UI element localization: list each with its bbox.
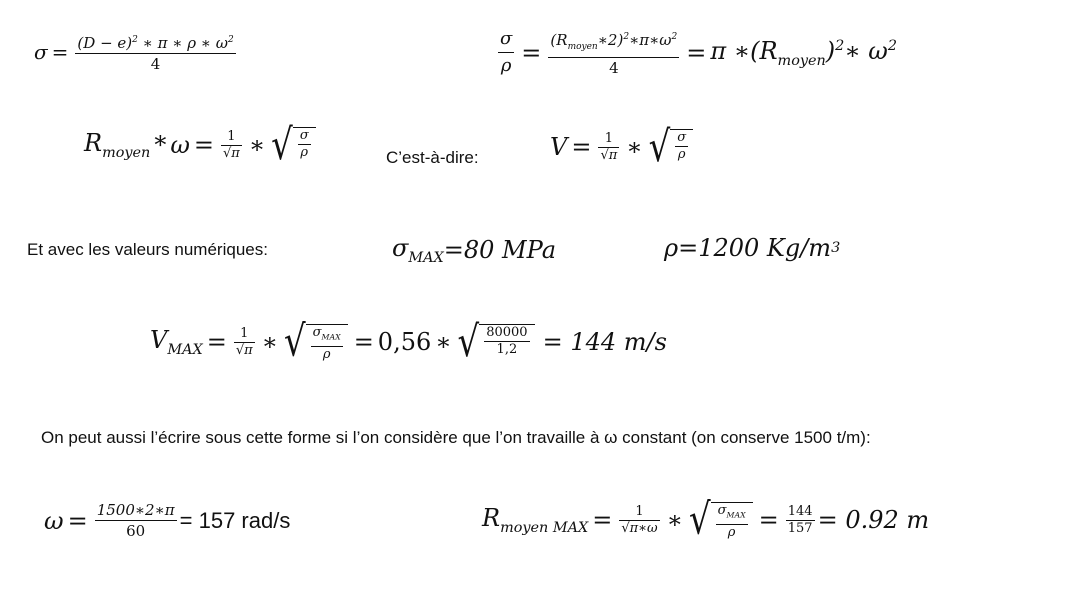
sigma-max-text: =80 MPa	[443, 235, 556, 264]
r-max-formula: $R_{moyen MAX}$ = $\frac{1}{√\pi∗\omega}$ ∗ √ $\frac{\sigma_{MAX}}{\rho}$ = $\frac{144}{157}$ = 0.92 m	[482, 494, 930, 545]
omega-num: 1500∗2∗π	[96, 501, 175, 519]
rho-value: ρ =1200 Kg/m 3	[664, 234, 841, 262]
rho-text: =1200 Kg/m	[678, 234, 832, 262]
r-den: 157	[787, 520, 813, 536]
sigma-fraction: $\frac{(D - e)^2 ∗ \pi ∗ \rho ∗ \omega^2}{4}$	[77, 34, 234, 73]
r-num: 144	[787, 503, 813, 519]
r-result: = 0.92 m	[817, 506, 930, 535]
sigma-max-value: $\sigma_{MAX}$ =80 MPa	[392, 234, 556, 266]
v-max-formula: $V_{MAX}$ = $\frac{1}{√\pi}$ ∗ √ $\frac{\sigma_{MAX}}{\rho}$ = 0,56 ∗ √ $\frac{80000}{1,2}$ = 144 m/s	[150, 316, 667, 368]
c-est-a-dire-label: C’est-à-dire:	[386, 148, 479, 167]
sigma-over-rho-formula: $\frac{\sigma}{\rho}$ = $\frac{(R_{moyen}∗2)^2∗\pi∗\omega^2}{4}$ = π $∗(R_{moyen})^2∗$ $\omega^2$	[500, 28, 897, 77]
omega-result: = 157 rad/s	[179, 507, 291, 533]
num-80000: 80000	[486, 325, 528, 341]
sigma-formula: σ = $\frac{(D - e)^2 ∗ \pi ∗ \rho ∗ \omega^2}{4}$	[34, 30, 239, 74]
den-12: 1,2	[496, 342, 518, 358]
omega-den: 60	[126, 522, 146, 540]
rho-exponent: 3	[831, 240, 841, 256]
v-result: = 144 m/s	[542, 328, 667, 357]
omega-formula: ω = $\frac{1500∗2∗\pi}{60}$ = 157 rad/s	[44, 501, 291, 540]
v-formula: V = $\frac{1}{√\pi}$ ∗ √ $\frac{\sigma}{\rho}$	[550, 127, 695, 167]
numeric-intro-label: Et avec les valeurs numériques:	[27, 240, 268, 259]
coef-text: 0,56	[377, 328, 432, 357]
omega-intro-label: On peut aussi l’écrire sous cette forme si l’on considère que l’on travaille à ω constant (on conserve 1500 t/m):	[41, 428, 871, 447]
r-omega-formula: $R_{moyen}$ * ω = $\frac{1}{√\pi}$ ∗ √ $\frac{\sigma}{\rho}$	[84, 125, 318, 165]
